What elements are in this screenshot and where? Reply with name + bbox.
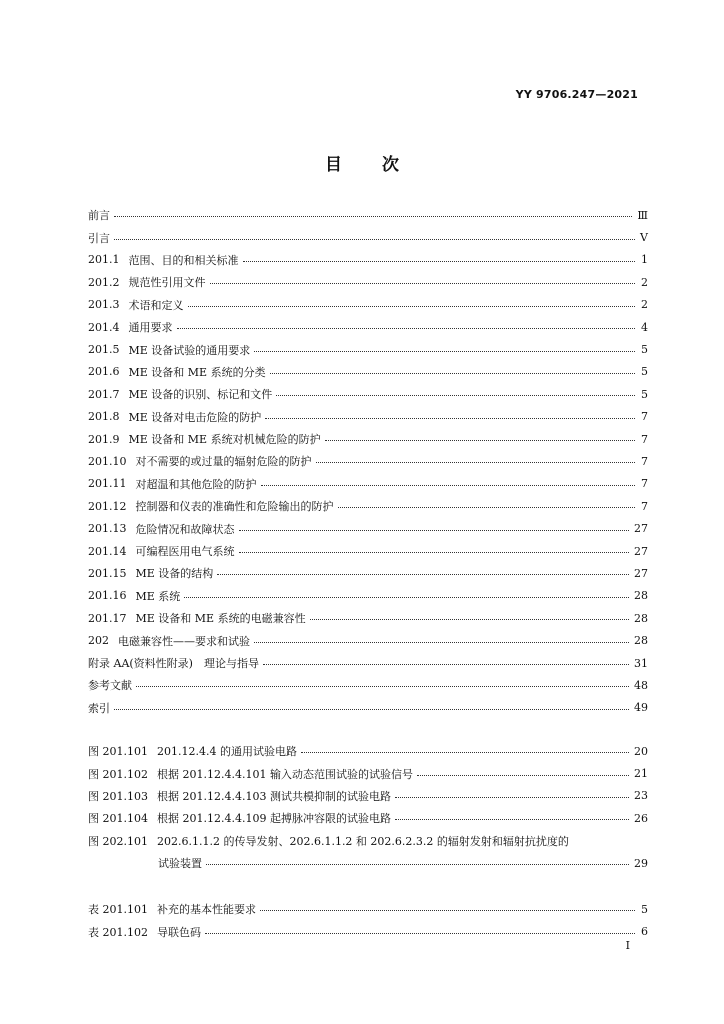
- toc-figures-list: [88, 740, 648, 874]
- toc-figure-entry[interactable]: [88, 785, 648, 807]
- toc-dot-leader: [243, 260, 636, 262]
- toc-entry[interactable]: [88, 607, 648, 629]
- toc-dot-leader: [261, 484, 636, 486]
- toc-entry[interactable]: [88, 450, 648, 472]
- toc-entry[interactable]: [88, 361, 648, 383]
- toc-entry-number: 201.3: [88, 298, 120, 312]
- toc-entry-number: 201.16: [88, 589, 127, 603]
- toc-page-number: 21: [634, 767, 648, 781]
- toc-page-number: Ⅲ: [637, 208, 648, 222]
- toc-page-number: 27: [634, 544, 648, 558]
- page-title: [0, 150, 724, 175]
- toc-dot-leader: [325, 439, 635, 441]
- toc-dot-leader: [188, 305, 636, 307]
- toc-entry-number: 201.1: [88, 253, 120, 267]
- toc-page-number: 29: [634, 856, 648, 870]
- toc-page-number: 27: [634, 522, 648, 536]
- toc-dot-leader: [205, 932, 635, 934]
- toc-entry-number: 201.10: [88, 454, 127, 468]
- toc-entry-number: 201.9: [88, 432, 120, 446]
- toc-entry[interactable]: [88, 271, 648, 293]
- toc-figure-entry-continuation[interactable]: [88, 852, 648, 874]
- toc-entry-title: 索引: [88, 701, 110, 715]
- toc-page-number: 5: [641, 343, 648, 357]
- toc-entry[interactable]: [88, 294, 648, 316]
- toc-entry-title: 引言: [88, 231, 110, 245]
- toc-entry-title: 201.12.4.4 的通用试验电路: [156, 745, 297, 759]
- toc-table-entry[interactable]: [88, 898, 648, 920]
- toc-page-number: 7: [641, 454, 648, 468]
- toc-entry[interactable]: [88, 473, 648, 495]
- toc-entry[interactable]: [88, 562, 648, 584]
- toc-table-entry[interactable]: [88, 920, 648, 942]
- toc-page-number: 20: [634, 744, 648, 758]
- toc-dot-leader: [270, 372, 635, 374]
- toc-page-number: Ⅴ: [640, 231, 648, 245]
- toc-page-number: 27: [634, 566, 648, 580]
- toc-entry[interactable]: [88, 383, 648, 405]
- toc-entry-number: 201.6: [88, 365, 120, 379]
- toc-entry[interactable]: [88, 540, 648, 562]
- toc-figure-entry[interactable]: [88, 762, 648, 784]
- toc-page-number: 26: [634, 811, 648, 825]
- toc-dot-leader: [395, 796, 629, 798]
- toc-entry-title: 根据 201.12.4.4.103 测试共模抑制的试验电路: [156, 789, 391, 803]
- toc-dot-leader: [276, 394, 635, 396]
- toc-entry-title: 根据 201.12.4.4.101 输入动态范围试验的试验信号: [156, 767, 413, 781]
- toc-entry-number: 图 201.104: [88, 812, 148, 826]
- toc-entry[interactable]: [88, 226, 648, 248]
- toc-entry-title: 前言: [88, 209, 110, 223]
- toc-entry-title: 202.6.1.1.2 的传导发射、202.6.1.1.2 和 202.6.2.3.2 的辐射发射和辐射抗扰度的: [156, 834, 569, 848]
- toc-page-number: 23: [634, 789, 648, 803]
- toc-tables-list: [88, 898, 648, 943]
- toc-entry-number: 202: [88, 634, 109, 648]
- toc-entry-title: 可编程医用电气系统: [135, 545, 235, 559]
- toc-dot-leader: [177, 327, 636, 329]
- toc-entry[interactable]: [88, 652, 648, 674]
- toc-entry-title: 控制器和仪表的准确性和危险输出的防护: [135, 500, 334, 514]
- toc-entry-title: 导联色码: [156, 925, 201, 939]
- title-char-1: 目: [325, 155, 342, 175]
- toc-entry-number: 201.13: [88, 522, 127, 536]
- toc-entry[interactable]: [88, 674, 648, 696]
- toc-entry-title: ME 设备和 ME 系统对机械危险的防护: [128, 433, 321, 447]
- toc-page-number: 7: [641, 499, 648, 513]
- toc-entry-title: 对超温和其他危险的防护: [135, 477, 257, 491]
- toc-dot-leader: [263, 663, 629, 665]
- toc-entry-title: 附录 AA(资料性附录) 理论与指导: [88, 657, 259, 670]
- toc-page-number: 28: [634, 589, 648, 603]
- toc-dot-leader: [301, 751, 629, 753]
- toc-entry[interactable]: [88, 428, 648, 450]
- toc-entry-number: 图 201.101: [88, 745, 148, 759]
- title-char-2: 次: [382, 155, 399, 175]
- toc-entry-title: ME 设备试验的通用要求: [128, 343, 251, 357]
- toc-page-number: 4: [641, 320, 648, 334]
- toc-figure-entry[interactable]: [88, 830, 648, 852]
- toc-entry-title: ME 系统: [135, 589, 181, 603]
- toc-entry-number: 图 202.101: [88, 834, 148, 848]
- toc-entry-number: 201.7: [88, 387, 120, 401]
- toc-entry-number: 201.8: [88, 410, 120, 424]
- toc-page-number: 31: [634, 656, 648, 670]
- toc-entry-number: 201.12: [88, 499, 127, 513]
- toc-entry[interactable]: [88, 585, 648, 607]
- toc-entry-title: ME 设备的识别、标记和文件: [128, 388, 273, 402]
- toc-dot-leader: [260, 909, 635, 911]
- toc-dot-leader: [239, 551, 630, 553]
- toc-entry-title: 补充的基本性能要求: [156, 903, 256, 917]
- toc-dot-leader: [239, 529, 630, 531]
- toc-page-number: 2: [641, 298, 648, 312]
- toc-dot-leader: [254, 641, 629, 643]
- toc-dot-leader: [136, 685, 629, 687]
- toc-entry-title: ME 设备和 ME 系统的电磁兼容性: [135, 612, 306, 626]
- toc-dot-leader: [184, 596, 629, 598]
- toc-figure-entry[interactable]: [88, 740, 648, 762]
- toc-entry-number: 图 201.103: [88, 789, 148, 803]
- toc-entry-title: 危险情况和故障状态: [135, 522, 235, 536]
- toc-dot-leader: [114, 238, 635, 240]
- toc-entry-number: 201.17: [88, 611, 127, 625]
- toc-dot-leader: [254, 350, 635, 352]
- toc-entry-number: 表 201.101: [88, 903, 148, 917]
- toc-entry-title: 根据 201.12.4.4.109 起搏脉冲容限的试验电路: [156, 812, 391, 826]
- toc-page-number: 28: [634, 611, 648, 625]
- toc-entry[interactable]: [88, 338, 648, 360]
- toc-dot-leader: [114, 215, 632, 217]
- toc-dot-leader: [114, 708, 629, 710]
- toc-page-number: 1: [641, 253, 648, 267]
- toc-entry-title: 术语和定义: [128, 298, 184, 312]
- toc-page-number: 7: [641, 432, 648, 446]
- toc-entry-number: 201.5: [88, 343, 120, 357]
- toc-page-number: 2: [641, 275, 648, 289]
- toc-page-number: 7: [641, 477, 648, 491]
- toc-page-number: 5: [641, 902, 648, 916]
- toc-entry[interactable]: [88, 629, 648, 651]
- toc-dot-leader: [210, 282, 636, 284]
- toc-entry[interactable]: [88, 495, 648, 517]
- toc-entry[interactable]: [88, 406, 648, 428]
- toc-entry[interactable]: [88, 517, 648, 539]
- toc-entry-title: 范围、目的和相关标准: [128, 253, 239, 267]
- toc-entry-number: 表 201.102: [88, 925, 148, 939]
- toc-dot-leader: [265, 417, 635, 419]
- toc-dot-leader: [206, 863, 629, 865]
- toc-entry-number: 201.15: [88, 566, 127, 580]
- toc-dot-leader: [395, 818, 629, 820]
- toc-entry-title: 参考文献: [88, 679, 132, 693]
- toc-main-list: [88, 204, 648, 719]
- toc-entry-title: ME 设备和 ME 系统的分类: [128, 365, 266, 379]
- toc-entry-title: 电磁兼容性——要求和试验: [118, 634, 250, 648]
- footer-page-number: I: [625, 939, 630, 952]
- toc-entry-title: ME 设备的结构: [135, 567, 214, 581]
- toc-figure-entry[interactable]: [88, 807, 648, 829]
- toc-page-number: 6: [641, 925, 648, 939]
- toc-dot-leader: [316, 461, 636, 463]
- toc-entry-title: 通用要求: [128, 321, 173, 335]
- toc-entry-number: 201.14: [88, 544, 127, 558]
- toc-entry-title: ME 设备对电击危险的防护: [128, 410, 262, 424]
- toc-entry-number: 201.2: [88, 275, 120, 289]
- standard-number: YY 9706.247—2021: [515, 88, 638, 101]
- toc-entry[interactable]: [88, 316, 648, 338]
- toc-dot-leader: [338, 506, 636, 508]
- toc-page-number: 5: [641, 365, 648, 379]
- toc-page-number: 7: [641, 410, 648, 424]
- toc-entry-number: 201.4: [88, 320, 120, 334]
- toc-page-number: 49: [634, 701, 648, 715]
- toc-entry-title: 对不需要的或过量的辐射危险的防护: [135, 455, 312, 469]
- toc-entry-number: 201.11: [88, 477, 127, 491]
- toc-page-number: 28: [634, 634, 648, 648]
- toc-entry[interactable]: [88, 204, 648, 226]
- toc-entry[interactable]: [88, 697, 648, 719]
- toc-entry[interactable]: [88, 249, 648, 271]
- toc-dot-leader: [310, 618, 629, 620]
- toc-page-number: 48: [634, 678, 648, 692]
- toc-page-number: 5: [641, 387, 648, 401]
- toc-dot-leader: [217, 573, 629, 575]
- toc-entry-title-continuation: 试验装置: [158, 857, 202, 871]
- toc-entry-title: 规范性引用文件: [128, 276, 206, 290]
- toc-entry-number: 图 201.102: [88, 767, 148, 781]
- toc-dot-leader: [417, 774, 629, 776]
